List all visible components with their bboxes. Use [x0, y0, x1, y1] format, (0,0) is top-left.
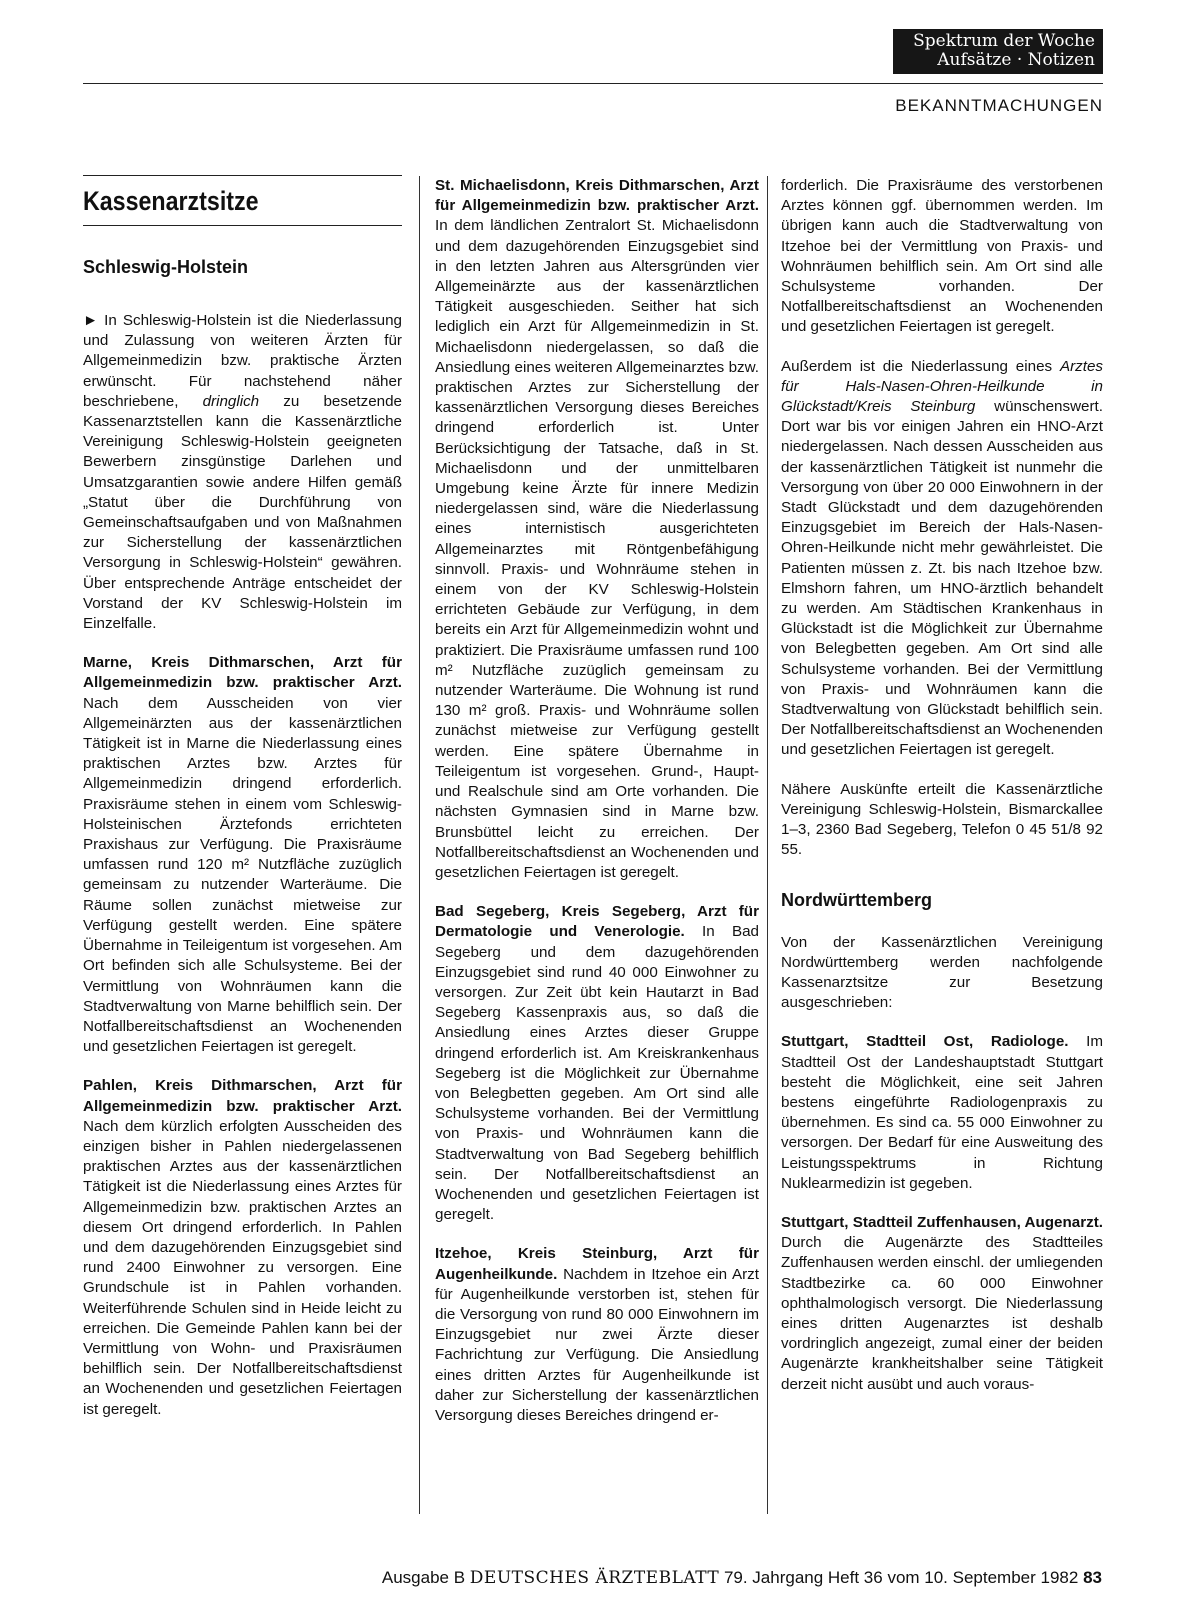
listing-heading: Marne, Kreis Dithmarschen, Arzt für Allgemeinmedizin bzw. praktischer Arzt.: [83, 654, 402, 692]
header-rule: [83, 83, 1103, 84]
section-badge-line1: Spektrum der Woche: [913, 31, 1095, 51]
column-divider: [419, 176, 420, 1514]
listing-stuttgart-zuffenhausen: Stuttgart, Stadtteil Zuffenhausen, Augenarzt. Durch die Augenärzte des Stadtteiles Zuffenhausen werden einschl. der umliegenden Stadtbezirke ca. 60 000 Einwohner ophthalmologisch versorgt. Die Niederlassung eines dritten Augenarztes ist deshalb vordringlich angezeigt, zumal einer der beiden Augenärzte krankheitshalber seine Tätigkeit derzeit nicht ausübt und auch voraus-: [781, 1213, 1103, 1393]
title-rule-top: [83, 175, 402, 176]
listing-pahlen: Pahlen, Kreis Dithmarschen, Arzt für Allgemeinmedizin bzw. praktischer Arzt. Nach dem kürzlich erfolgten Ausscheiden des einzigen bisher in Pahlen niedergelassenen praktischen Arztes aus der kassenärztlichen Tätigkeit ist die Niederlassung eines Arztes für Allgemeinmedizin bzw. praktischen Arztes an diesem Ort dringend erforderlich. In Pahlen und dem dazugehörenden Einzugsgebiet sind rund 2400 Einwohner zu versorgen. Eine Grundschule ist in Pahlen vorhanden. Weiterführende Schulen sind in Heide leicht zu erreichen. Die Gemeinde Pahlen kann bei der Vermittlung von Wohn- und Praxisräumen behilflich sein. Der Notfallbereitschaftsdienst an Wochenenden und gesetzlichen Feiertagen ist geregelt.: [83, 1077, 402, 1418]
listing-heading: Stuttgart, Stadtteil Zuffenhausen, Augenarzt.: [781, 1213, 1103, 1231]
listing-heading: Pahlen, Kreis Dithmarschen, Arzt für Allgemeinmedizin bzw. praktischer Arzt.: [83, 1077, 402, 1115]
listing-glueckstadt: Außerdem ist die Niederlassung eines Arztes für Hals-Nasen-Ohren-Heilkunde in Glückstadt/Kreis Steinburg wünschenswert. Dort war bis vor einigen Jahren ein HNO-Arzt niedergelassen. Nach dessen Ausscheiden aus der kassenärztlichen Tätigkeit ist nunmehr die Versorgung von über 20 000 Einwohnern in der Stadt Glückstadt und dem dazugehörenden Einzugsgebiet im Bereich der Hals-Nasen-Ohren-Heilkunde nicht mehr gewährleistet. Die Patienten müssen z. Zt. bis nach Itzehoe bzw. Elmshorn fahren, um HNO-ärztlich behandelt zu werden. Am Städtischen Krankenhaus in Glückstadt ist die Möglichkeit zur Übernahme von Belegbetten gegeben. Am Ort sind alle Schulsysteme vorhanden. Bei der Vermittlung von Praxis- und Wohnräumen kann die Stadtverwaltung von Glückstadt behilflich sein. Der Notfallbereitschaftsdienst an Wochenenden und gesetzlichen Feiertagen ist geregelt.: [781, 357, 1103, 759]
column-divider: [767, 176, 768, 1514]
listing-itzehoe: Itzehoe, Kreis Steinburg, Arzt für Augenheilkunde. Nachdem in Itzehoe ein Arzt für Augenheilkunde verstorben ist, stehen für die Versorgung von rund 80 000 Einwohnern im Einzugsgebiet nur zwei Ärzte dieser Fachrichtung zur Verfügung. Die Ansiedlung eines dritten Arztes für Augenheilkunde ist daher zur Sicherstellung der kassenärztlichen Versorgung dieses Bereiches dringend er-: [435, 1245, 759, 1424]
listing-stuttgart-ost: Stuttgart, Stadtteil Ost, Radiologe. Im Stadtteil Ost der Landeshauptstadt Stuttgart besteht die Möglichkeit, eine seit Jahren bestens eingeführte Radiologenpraxis zu übernehmen. Es sind ca. 55 000 Einwohner zu versorgen. Der Bedarf für eine Ausweitung des Leistungsspektrums in Richtung Nuklearmedizin ist gegeben.: [781, 1033, 1103, 1192]
section-badge: [893, 29, 1103, 74]
section-label: BEKANNTMACHUNGEN: [895, 96, 1103, 115]
page-footer: [382, 1568, 1102, 1588]
footer-magazine: DEUTSCHES ÄRZTEBLATT: [469, 1568, 720, 1588]
listing-marne: Marne, Kreis Dithmarschen, Arzt für Allgemeinmedizin bzw. praktischer Arzt. Nach dem Ausscheiden von vier Allgemeinärzten aus der kassenärztlichen Tätigkeit ist in Marne die Niederlassung eines praktischen Arztes bzw. Arztes für Allgemeinmedizin dringend erforderlich. Praxisräume stehen in einem vom Schleswig-Holsteinischen Ärztefonds errichteten Praxishaus zur Verfügung. Die Praxisräume umfassen rund 120 m² Nutzfläche zuzüglich gemeinsam zu nutzender Warteräume. Die Räume sollen zunächst mietweise zur Verfügung gestellt werden. Eine spätere Übernahme in Teileigentum ist vorgesehen. Am Ort befinden sich alle Schulsysteme. Bei der Vermittlung von Wohnräumen kann die Stadtverwaltung von Marne behilflich sein. Der Notfallbereitschaftsdienst an Wochenenden und gesetzlichen Feiertagen ist geregelt.: [83, 654, 402, 1056]
page-number: 83: [1083, 1568, 1102, 1587]
listing-heading: Bad Segeberg, Kreis Segeberg, Arzt für Dermatologie und Venerologie.: [435, 903, 759, 941]
column-3: [781, 176, 1103, 1395]
region-heading: Schleswig-Holstein: [83, 257, 249, 277]
title-rule-bottom: [83, 225, 402, 226]
listing-itzehoe-continued: forderlich. Die Praxisräume des verstorbenen Arztes können ggf. übernommen werden. Im übrigen kann auch die Stadtverwaltung von Itzehoe bei der Vermittlung von Praxis- und Wohnräumen behilflich sein. Am Ort sind alle Schulsysteme vorhanden. Der Notfallbereitschaftsdienst an Wochenenden und gesetzlichen Feiertagen ist geregelt.: [781, 177, 1103, 336]
listing-bad-segeberg: Bad Segeberg, Kreis Segeberg, Arzt für Dermatologie und Venerologie. In Bad Segeberg und dem dazugehörenden Einzugsgebiet sind rund 40 000 Einwohner zu versorgen. Zur Zeit übt kein Hautarzt in Bad Segeberg Kassenpraxis aus, so daß die Ansiedlung eines Arztes dieser Gruppe dringend erforderlich ist. Am Kreiskrankenhaus Segeberg ist die Möglichkeit zur Übernahme von Belegbetten gegeben. Am Ort sind alle Schulsysteme vorhanden. Bei der Vermittlung von Praxis- und Wohnräumen kann die Stadtverwaltung von Bad Segeberg behilflich sein. Der Notfallbereitschaftsdienst an Wochenenden und gesetzlichen Feiertagen ist geregelt.: [435, 903, 759, 1224]
listing-michaelisdonn: St. Michaelisdonn, Kreis Dithmarschen, Arzt für Allgemeinmedizin bzw. praktischer Arzt. In dem ländlichen Zentralort St. Michaelisdonn und dem dazugehörenden Einzugsgebiet sind in den letzten Jahren aus Altersgründen vier Allgemeinärzte aus der kassenärztlichen Tätigkeit ausgeschieden. Seither hat sich lediglich ein Arzt für Allgemeinmedizin in St. Michaelisdonn niedergelassen, so daß die Ansiedlung eines weiteren Allgemeinarztes bzw. praktischen Arztes zur Sicherstellung der kassenärztlichen Versorgung dieses Bereiches dringend erforderlich ist. Unter Berücksichtigung der Tatsache, daß in St. Michaelisdonn und der unmittelbaren Umgebung keine Ärzte für innere Medizin niedergelassen sind, wäre die Niederlassung eines internistisch ausgerichteten Allgemeinarztes mit Röntgenbefähigung sinnvoll. Praxis- und Wohnräume stehen in einem von der KV Schleswig-Holstein errichteten Gebäude zur Verfügung, in dem bereits ein Arzt für Allgemeinmedizin wohnt und praktiziert. Die Praxisräume umfassen rund 100 m² Nutzfläche zuzüglich gemeinsam zu nutzender Warteräume. Die Wohnung ist rund 130 m² groß. Praxis- und Wohnräume sollen zunächst mietweise zur Verfügung gestellt werden. Eine spätere Übernahme in Teileigentum ist vorgesehen. Grund-, Haupt- und Realschule sind am Orte vorhanden. Die nächsten Gymnasien sind in Marne bzw. Brunsbüttel leicht zu erreichen. Der Notfallbereitschaftsdienst an Wochenenden und gesetzlichen Feiertagen ist geregelt.: [435, 177, 759, 881]
nw-intro-paragraph: Von der Kassenärztlichen Vereinigung Nordwürttemberg werden nachfolgende Kassenarztsitze zur Besetzung ausgeschrieben:: [781, 933, 1103, 1012]
region-heading: Nordwürttemberg: [781, 889, 933, 910]
intro-paragraph: ► In Schleswig-Holstein ist die Niederlassung und Zulassung von weiteren Ärzten für Allgemeinmedizin bzw. praktische Ärzten erwünscht. Für nachstehend näher beschriebene, dringlich zu besetzende Kassenarztstellen kann die Kassenärztliche Vereinigung Schleswig-Holstein geeigneten Bewerbern zinsgünstige Darlehen und Umsatzgarantien sowie andere Hilfen gemäß „Statut über die Durchführung von Gemeinschaftsaufgaben und von Maßnahmen zur Sicherstellung der kassenärztlichen Versorgung in Schleswig-Holstein“ gewähren. Über entsprechende Anträge entscheidet der Vorstand der KV Schleswig-Holstein im Einzelfalle.: [83, 312, 402, 633]
footer-edition: Ausgabe B: [381, 1568, 466, 1587]
page-title: Kassenarztsitze: [83, 186, 259, 216]
section-badge-line2: Aufsätze · Notizen: [937, 50, 1095, 70]
arrow-icon: ►: [83, 312, 99, 329]
listing-heading: St. Michaelisdonn, Kreis Dithmarschen, Arzt für Allgemeinmedizin bzw. praktischer Arzt.: [435, 177, 759, 215]
listing-heading: Stuttgart, Stadtteil Ost, Radiologe.: [781, 1033, 1069, 1051]
footer-issue: 79. Jahrgang Heft 36 vom 10. September 1982: [723, 1568, 1079, 1587]
listing-heading: Itzehoe, Kreis Steinburg, Arzt für Augenheilkunde.: [435, 1245, 759, 1283]
column-1: [83, 175, 402, 1420]
column-2: [435, 176, 759, 1426]
contact-paragraph: Nähere Auskünfte erteilt die Kassenärztliche Vereinigung Schleswig-Holstein, Bismarckallee 1–3, 2360 Bad Segeberg, Telefon 0 45 51/8 92 55.: [781, 780, 1103, 859]
